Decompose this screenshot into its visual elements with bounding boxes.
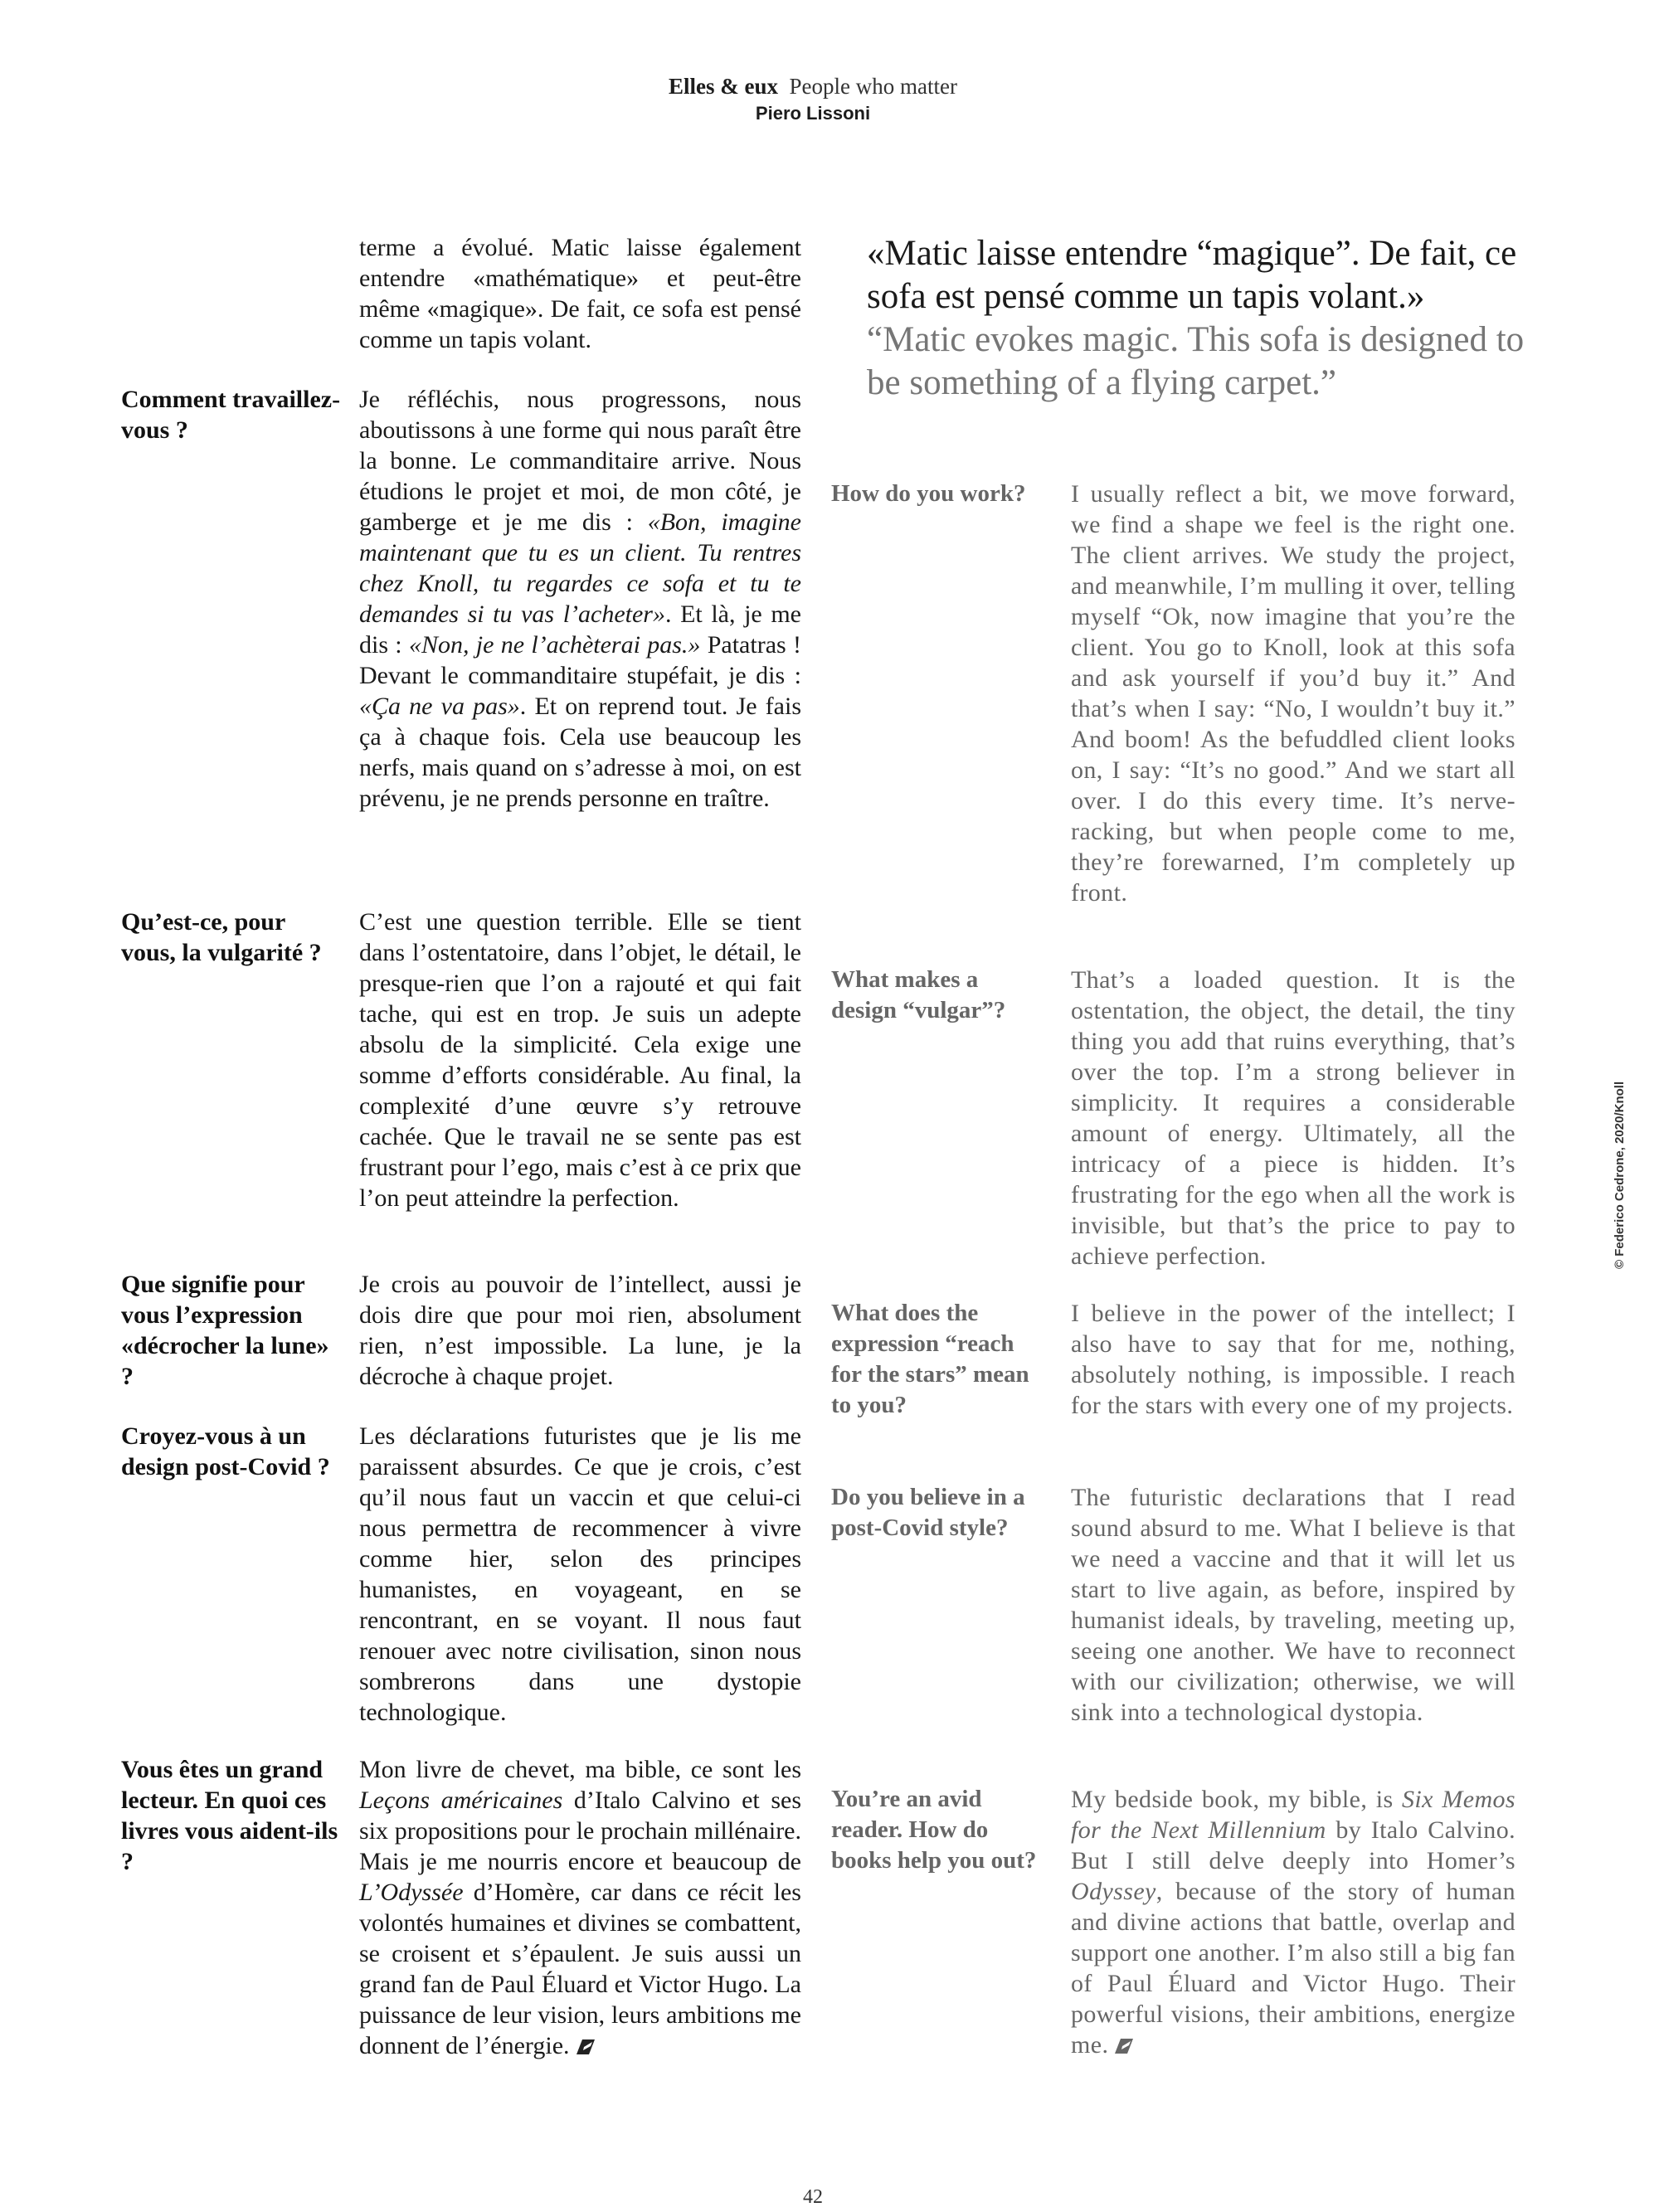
- english-question-4: Do you believe in a post-Covid style?: [831, 1484, 1025, 1541]
- french-question-3: Que signifie pour vous l’expression «décrocher la lune» ?: [121, 1271, 329, 1390]
- interviewee-name: Piero Lissoni: [755, 103, 871, 124]
- photo-credit: [1613, 1004, 1631, 1269]
- french-answer-1: Je réfléchis, nous progressons, nous aboutissons à une forme qui nous paraît être la bonne. Le commanditaire arrive. Nous étudions le projet et moi, de mon côté, je gamberge et je me dis : «Bon, imagine maintenant que tu es un client. Tu rentres chez Knoll, tu regardes ce sofa et tu te demandes si tu vas l’acheter». Et là, je me dis : «Non, je ne l’achèterai pas.» Patatras ! Devant le commanditaire stupéfait, je dis : «Ça ne va pas». Et on reprend tout. Je fais ça à chaque fois. Cela use beaucoup les nerfs, mais quand on s’adresse à moi, on est prévenu, je ne prends personne en traître.: [359, 386, 801, 812]
- end-mark-icon: [577, 2039, 595, 2054]
- pull-quote-french: «Matic laisse entendre “magique”. De fait, ce sofa est pensé comme un tapis volant.»: [867, 234, 1517, 316]
- pull-quote-english: “Matic evokes magic. This sofa is designed to be something of a flying carpet.”: [867, 320, 1525, 402]
- end-mark-icon: [1115, 2039, 1133, 2054]
- english-question-1: How do you work?: [831, 480, 1026, 507]
- photo-credit-text: © Federico Cedrone, 2020/Knoll: [1613, 1081, 1627, 1269]
- header-line: [0, 71, 1626, 101]
- section-name: Elles & eux: [669, 74, 779, 99]
- english-answer-4: The futuristic declarations that I read sound absurd to me. What I believe is that we need a vaccine and that it will let us start to live again, as before, inspired by humanist ideals, by traveling, meeting up, seeing one another. We have to reconnect with our civilization; otherwise, we will sink into a technological dystopia.: [1071, 1484, 1515, 1726]
- french-answer-4: Les déclarations futuristes que je lis me paraissent absurdes. Ce que je crois, c’est qu’il nous faut un vaccin et que celui-ci nous permettra de recommencer à vivre comme hier, selon des principes humanistes, en voyageant, en se rencontrant, en se voyant. Il nous faut renouer avec notre civilisation, sinon nous sombrerons dans une dystopie technologique.: [359, 1422, 801, 1726]
- pull-quote: [867, 232, 1530, 405]
- section-subtitle: People who matter: [789, 74, 957, 99]
- french-question-2: Qu’est-ce, pour vous, la vulgarité ?: [121, 908, 322, 966]
- english-answer-1: I usually reflect a bit, we move forward, we find a shape we feel is the right one. The client arrives. We study the project, and meanwhile, I’m mulling it over, telling myself “Ok, now imagine that you’re the client. You go to Knoll, look at this sofa and ask yourself if you’d buy it.” And that’s when I say: “No, I wouldn’t buy it.” And boom! As the befuddled client looks on, I say: “It’s no good.” And we start all over. I do this every time. It’s nerve-racking, but when people come to me, they’re forewarned, I’m completely up front.: [1071, 480, 1515, 907]
- page-number: 42: [803, 2186, 823, 2208]
- french-question-1: Comment travaillez-vous ?: [121, 386, 341, 444]
- english-question-2: What makes a design “vulgar”?: [831, 966, 1006, 1023]
- english-answer-3: I believe in the power of the intellect; I also have to say that for me, nothing, absolutely nothing, is impossible. I reach for the stars with every one of my projects.: [1071, 1300, 1515, 1419]
- french-answer-3: Je crois au pouvoir de l’intellect, aussi je dois dire que pour moi rien, absolument rien, n’est impossible. La lune, je la décroche à chaque projet.: [359, 1271, 801, 1390]
- french-answer-2: C’est une question terrible. Elle se tient dans l’ostentatoire, dans l’objet, le détail, le presque-rien que l’on a rajouté et qui fait tache, qui est en trop. Je suis un adepte absolu de la simplicité. Cela exige une somme d’efforts considérable. Au final, la complexité d’une œuvre s’y retrouve cachée. Que le travail ne se sente pas est frustrant pour l’ego, mais c’est à ce prix que l’on peut atteindre la perfection.: [359, 908, 801, 1212]
- english-question-5: You’re an avid reader. How do books help you out?: [831, 1786, 1037, 1874]
- french-question-5: Vous êtes un grand lecteur. En quoi ces livres vous aident-ils ?: [121, 1756, 338, 1875]
- english-answer-5: My bedside book, my bible, is Six Memos for the Next Millennium by Italo Calvino. But I still delve deeply into Homer’s Odyssey, because of the story of human and divine actions that battle, overlap and support one another. I’m also still a big fan of Paul Éluard and Victor Hugo. Their powerful visions, their ambitions, energize me.: [1071, 1786, 1515, 2059]
- french-answer-5: Mon livre de chevet, ma bible, ce sont les Leçons américaines d’Italo Calvino et ses six propositions pour le prochain millénaire. Mais je me nourris encore et beaucoup de L’Odyssée d’Homère, car dans ce récit les volontés humaines et divines se combattent, se croisent et s’épaulent. Je suis aussi un grand fan de Paul Éluard et Victor Hugo. La puissance de leur vision, leurs ambitions me donnent de l’énergie.: [359, 1756, 802, 2059]
- english-question-3: What does the expression “reach for the stars” mean to you?: [831, 1300, 1029, 1418]
- french-intro: terme a évolué. Matic laisse également entendre «mathématique» et peut-être même «magique». De fait, ce sofa est pensé comme un tapis volant.: [359, 234, 801, 353]
- french-question-4: Croyez-vous à un design post-Covid ?: [121, 1422, 330, 1480]
- running-header: [0, 71, 1626, 126]
- english-answer-2: That’s a loaded question. It is the ostentation, the object, the detail, the tiny thing you add that ruins everything, that’s over the top. I’m a strong believer in simplicity. It requires a considerable amount of energy. Ultimately, all the intricacy of a piece is hidden. It’s frustrating for the ego when all the work is invisible, but that’s the price to pay to achieve perfection.: [1071, 966, 1515, 1270]
